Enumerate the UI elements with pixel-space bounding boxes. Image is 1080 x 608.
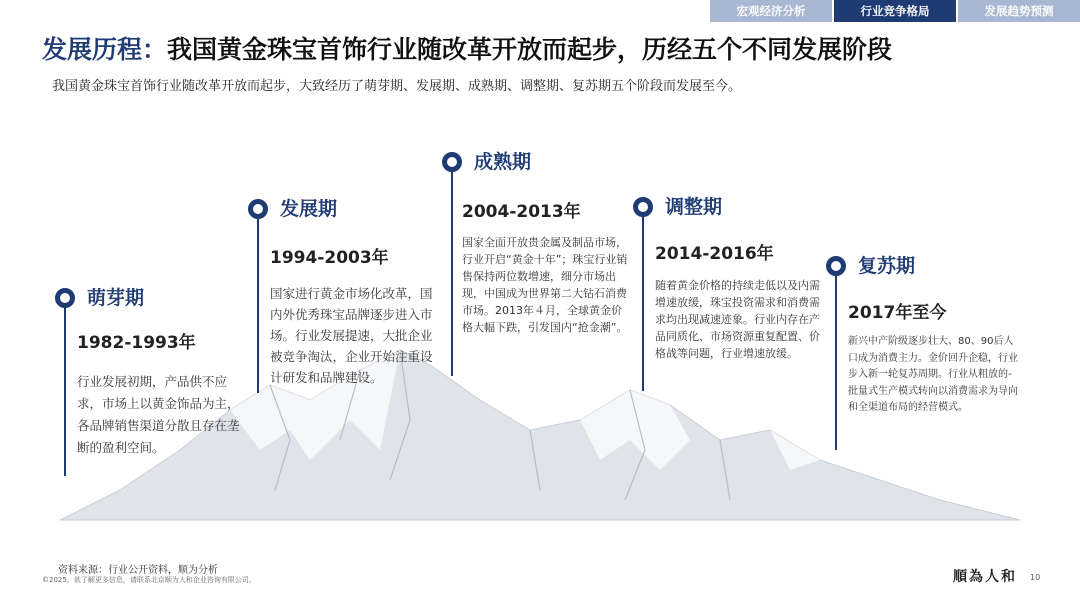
stage-3-description: 国家全面开放贵金属及制品市场，行业开启“黄金十年”；珠宝行业销售保持两位数增速，细分市场出现，中国成为世界第二大钻石消费市场。2013年４月，全球黄金价格大幅下跌，引发国内“抢金潮”。: [462, 236, 628, 334]
stage-4-name: 调整期: [665, 196, 723, 218]
stage-4-description: 随着黄金价格的持续走低以及内需增速放缓，珠宝投资需求和消费需求均出现减速迹象。行业内存在产品同质化、市场资源重复配置、价格战等问题，行业增速放缓。: [655, 279, 820, 360]
page-title-accent: 发展历程：: [42, 35, 168, 64]
source-note: 资料来源：行业公开资料，顺为分析: [58, 565, 218, 576]
company-logo: 順為人和: [953, 569, 1017, 585]
stage-3-marker-icon: [442, 152, 462, 172]
stage-3-years: 2004-2013年: [462, 202, 581, 222]
stage-1-years: 1982-1993年: [77, 333, 196, 353]
section-tabs: [708, 0, 1080, 22]
stage-5-marker-icon: [826, 256, 846, 276]
tab-macro-economy[interactable]: 宏观经济分析: [710, 0, 832, 22]
page-title-main: 我国黄金珠宝首饰行业随改革开放而起步，历经五个不同发展阶段: [167, 35, 893, 64]
stage-2-description: 国家进行黄金市场化改革，国内外优秀珠宝品牌逐步进入市场。行业发展提速，大批企业被竞争淘汰，企业开始注重设计研发和品牌建设。: [270, 286, 433, 385]
stage-5-description: 新兴中产阶级逐步壮大、80、90后人口成为消费主力。金价回升企稳，行业步入新一轮复苏周期。行业从粗放的-批量式生产模式转向以消费需求为导向和全渠道布局的经营模式。: [848, 336, 1018, 413]
stage-5-name: 复苏期: [858, 255, 916, 277]
stage-5-years: 2017年至今: [848, 303, 947, 323]
tab-development-trend[interactable]: 发展趋势预测: [958, 0, 1080, 22]
stage-4-years: 2014-2016年: [655, 244, 774, 264]
stage-2-line: [257, 215, 259, 393]
stage-1-line: [64, 304, 66, 476]
page-title: [42, 30, 892, 66]
stage-1-description: 行业发展初期，产品供不应求，市场上以黄金饰品为主，各品牌销售渠道分散且存在垄断的盈利空间。: [77, 374, 240, 455]
stage-3-name: 成熟期: [474, 151, 532, 173]
stage-5-line: [835, 272, 837, 450]
copyright-note: ©2025。欲了解更多信息，请联系北京顺为人和企业咨询有限公司。: [42, 576, 256, 584]
stage-2-marker-icon: [248, 199, 268, 219]
stage-3-line: [451, 168, 453, 376]
tab-industry-competition[interactable]: 行业竞争格局: [834, 0, 956, 22]
stage-1-marker-icon: [55, 288, 75, 308]
stage-4-line: [642, 213, 644, 391]
stage-2-name: 发展期: [280, 198, 338, 220]
page-number: 10: [1030, 573, 1041, 582]
stage-2-years: 1994-2003年: [270, 248, 389, 268]
stage-1-name: 萌芽期: [87, 287, 145, 309]
stage-4-marker-icon: [633, 197, 653, 217]
page-subtitle: 我国黄金珠宝首饰行业随改革开放而起步，大致经历了萌芽期、发展期、成熟期、调整期、复苏期五个阶段而发展至今。: [52, 79, 742, 94]
